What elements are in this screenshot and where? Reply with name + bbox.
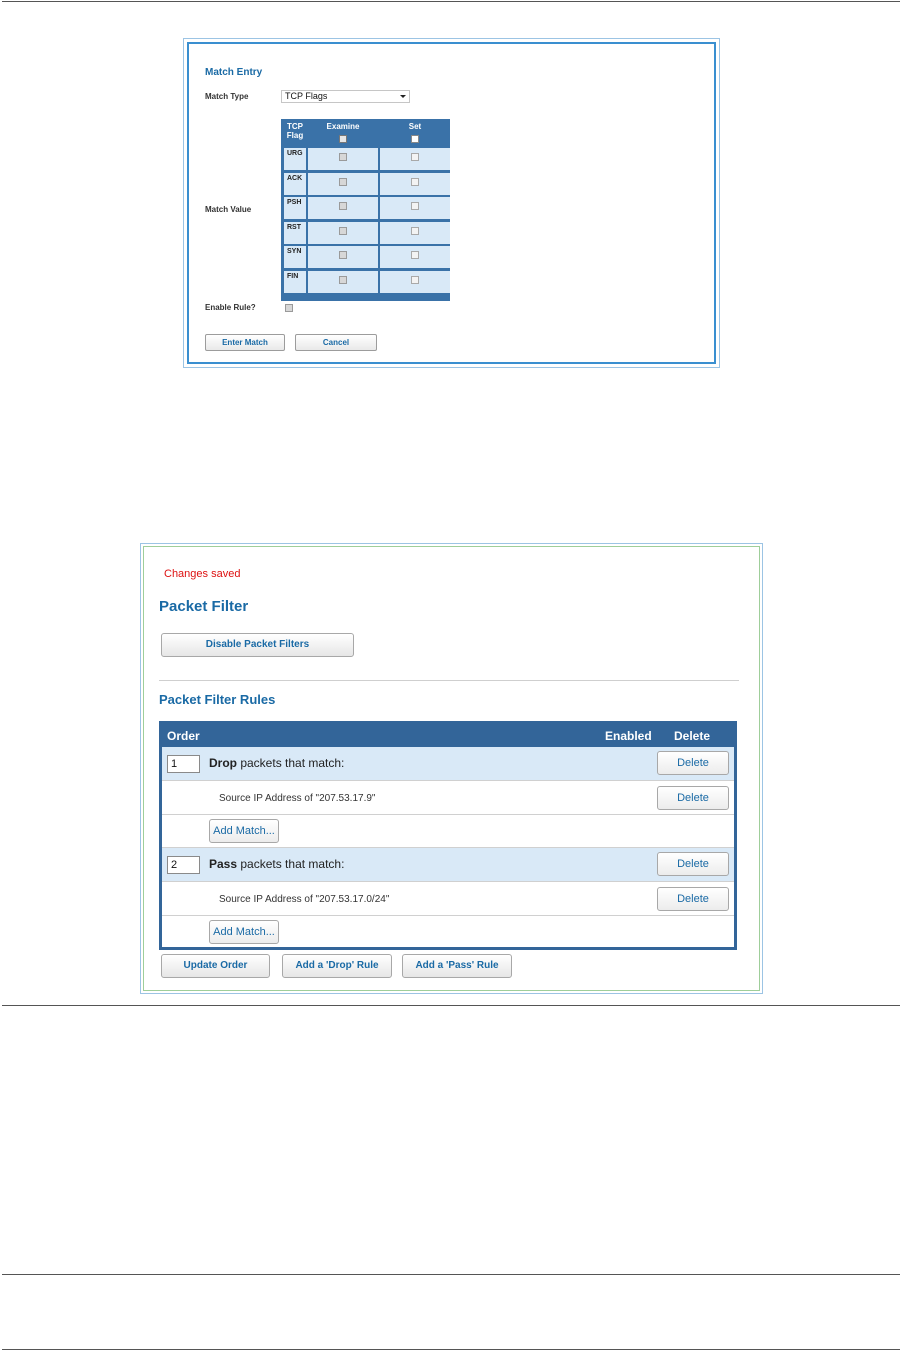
add-match-row bbox=[162, 916, 734, 947]
col-header-set: Set bbox=[408, 122, 422, 131]
set-cell bbox=[380, 271, 450, 293]
add-match-button[interactable]: Add Match... bbox=[209, 819, 279, 843]
set-cell bbox=[380, 222, 450, 244]
examine-checkbox[interactable] bbox=[339, 153, 347, 161]
enable-rule-label: Enable Rule? bbox=[205, 303, 256, 312]
examine-cell bbox=[308, 148, 378, 170]
rules-table bbox=[159, 721, 737, 950]
match-type-label: Match Type bbox=[205, 92, 249, 101]
status-message: Changes saved bbox=[164, 568, 241, 580]
examine-checkbox[interactable] bbox=[339, 276, 347, 284]
delete-match-button[interactable]: Delete bbox=[657, 887, 729, 911]
enter-match-button[interactable]: Enter Match bbox=[205, 334, 285, 351]
match-value-label: Match Value bbox=[205, 205, 252, 214]
tcp-flag-name: SYN bbox=[287, 248, 302, 255]
delete-rule-button[interactable]: Delete bbox=[657, 852, 729, 876]
match-type-select[interactable] bbox=[281, 90, 410, 103]
tcp-flag-table bbox=[281, 119, 450, 301]
rule-action: Pass bbox=[209, 857, 238, 871]
set-checkbox[interactable] bbox=[411, 251, 419, 259]
update-order-button[interactable]: Update Order bbox=[161, 954, 270, 978]
tcp-flag-name: URG bbox=[287, 150, 303, 157]
add-drop-rule-button[interactable]: Add a 'Drop' Rule bbox=[282, 954, 392, 978]
rule-row bbox=[162, 848, 734, 882]
add-pass-rule-button[interactable]: Add a 'Pass' Rule bbox=[402, 954, 512, 978]
col-header-delete: Delete bbox=[674, 729, 711, 743]
top-rule-line bbox=[2, 1, 900, 2]
section-divider bbox=[159, 680, 739, 681]
section-rule-line bbox=[2, 1005, 900, 1006]
add-match-row bbox=[162, 815, 734, 848]
col-header-enabled: Enabled bbox=[605, 729, 652, 743]
match-type-value: TCP Flags bbox=[285, 91, 328, 101]
set-checkbox[interactable] bbox=[411, 178, 419, 186]
rules-table-header bbox=[162, 724, 734, 747]
tcp-flag-name: ACK bbox=[287, 175, 303, 182]
set-checkbox[interactable] bbox=[411, 276, 419, 284]
examine-cell bbox=[308, 246, 378, 268]
tcp-flag-row-label bbox=[284, 173, 306, 195]
delete-rule-button[interactable]: Delete bbox=[657, 751, 729, 775]
set-checkbox[interactable] bbox=[411, 202, 419, 210]
examine-cell bbox=[308, 222, 378, 244]
tcp-flag-name: FIN bbox=[287, 273, 299, 280]
tcp-flag-row-label bbox=[284, 271, 306, 293]
rule-action: Drop bbox=[209, 756, 237, 770]
examine-checkbox[interactable] bbox=[339, 227, 347, 235]
examine-all-checkbox[interactable] bbox=[339, 135, 347, 143]
match-row bbox=[162, 781, 734, 815]
set-cell bbox=[380, 197, 450, 219]
rule-suffix: packets that match: bbox=[237, 756, 345, 770]
examine-checkbox[interactable] bbox=[339, 251, 347, 259]
rule-description bbox=[209, 756, 344, 770]
examine-cell bbox=[308, 173, 378, 195]
tcp-flag-row-label bbox=[284, 222, 306, 244]
col-header-order: Order bbox=[167, 729, 200, 743]
tcp-flag-name: RST bbox=[287, 224, 301, 231]
match-description: Source IP Address of "207.53.17.9" bbox=[219, 793, 376, 804]
examine-checkbox[interactable] bbox=[339, 178, 347, 186]
examine-cell bbox=[308, 271, 378, 293]
set-checkbox[interactable] bbox=[411, 153, 419, 161]
col-header-tcp-flag: TCP Flag bbox=[286, 122, 304, 140]
set-cell bbox=[380, 246, 450, 268]
examine-checkbox[interactable] bbox=[339, 202, 347, 210]
cancel-button[interactable]: Cancel bbox=[295, 334, 377, 351]
delete-match-button[interactable]: Delete bbox=[657, 786, 729, 810]
set-all-checkbox[interactable] bbox=[411, 135, 419, 143]
rule-description bbox=[209, 857, 344, 871]
set-cell bbox=[380, 148, 450, 170]
match-description: Source IP Address of "207.53.17.0/24" bbox=[219, 894, 390, 905]
match-entry-panel bbox=[183, 38, 720, 368]
rules-section-title: Packet Filter Rules bbox=[159, 692, 276, 707]
tcp-flag-name: PSH bbox=[287, 199, 302, 206]
page-title: Packet Filter bbox=[159, 598, 249, 615]
rule-order-input[interactable] bbox=[167, 856, 200, 874]
set-checkbox[interactable] bbox=[411, 227, 419, 235]
tcp-flag-row-label bbox=[284, 148, 306, 170]
add-match-button[interactable]: Add Match... bbox=[209, 920, 279, 944]
footer-rule-line bbox=[2, 1274, 900, 1275]
disable-packet-filters-button[interactable]: Disable Packet Filters bbox=[161, 633, 354, 657]
match-entry-title: Match Entry bbox=[205, 67, 263, 78]
bottom-rule-line bbox=[2, 1349, 900, 1350]
rule-suffix: packets that match: bbox=[237, 857, 345, 871]
enable-rule-checkbox[interactable] bbox=[285, 304, 293, 312]
packet-filter-panel bbox=[140, 543, 763, 994]
tcp-flag-row-label bbox=[284, 246, 306, 268]
match-row bbox=[162, 882, 734, 916]
set-cell bbox=[380, 173, 450, 195]
examine-cell bbox=[308, 197, 378, 219]
tcp-flag-row-label bbox=[284, 197, 306, 219]
rule-order-input[interactable] bbox=[167, 755, 200, 773]
col-header-examine: Examine bbox=[326, 122, 360, 131]
rule-row bbox=[162, 747, 734, 781]
dropdown-caret-icon bbox=[400, 95, 406, 98]
